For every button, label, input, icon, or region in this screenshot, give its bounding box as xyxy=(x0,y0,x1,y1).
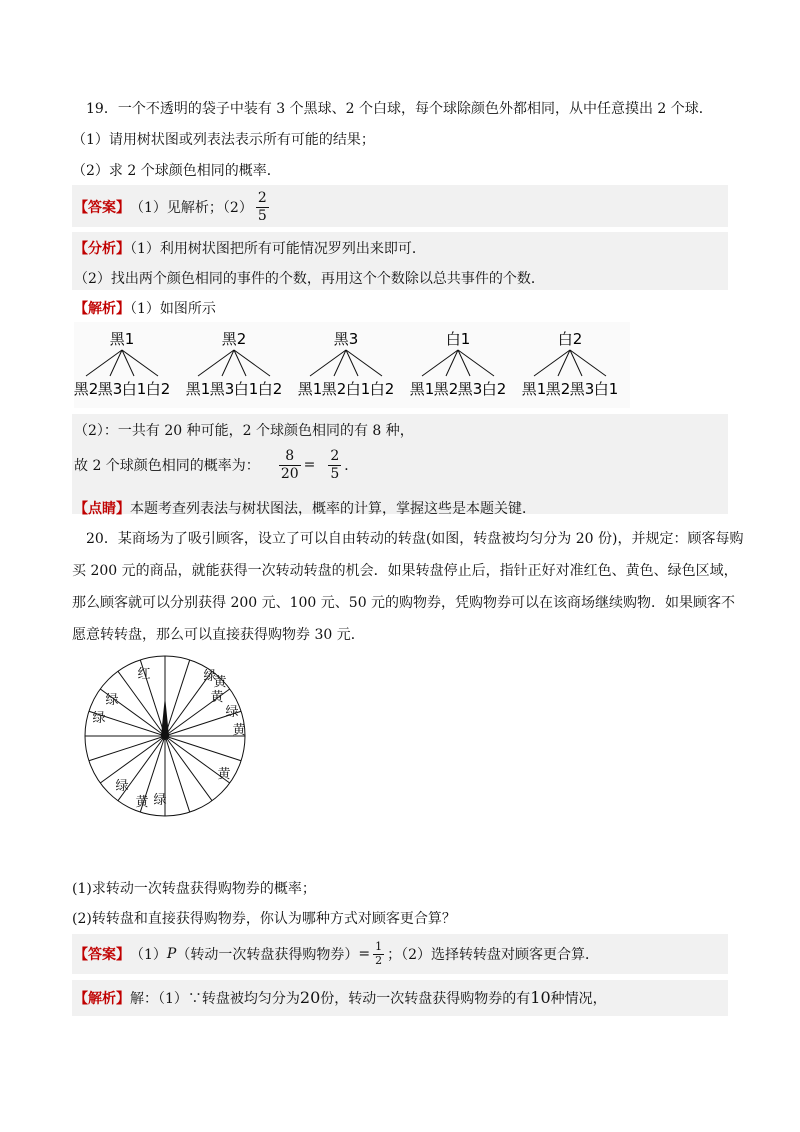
denominator: 5 xyxy=(257,207,267,224)
wheel-label: 黄 xyxy=(210,690,224,705)
tree-leaf: 黑3 xyxy=(97,380,123,398)
q20-solution-a: 解：（1）∵转盘被均匀分为 xyxy=(130,991,300,1007)
denominator: 20 xyxy=(280,465,299,482)
wheel-divider xyxy=(100,736,165,783)
wheel-divider xyxy=(165,736,212,801)
tree-2 xyxy=(186,330,283,398)
analysis-tag: 【分析】 xyxy=(74,241,130,257)
numerator: 2 xyxy=(330,448,340,465)
tree-branch xyxy=(422,350,458,376)
q19-solution-line1 xyxy=(74,298,216,318)
fraction-1-2 xyxy=(373,941,384,967)
numerator: 1 xyxy=(375,939,383,953)
answer-tag: 【答案】 xyxy=(74,947,130,963)
q20-line4: 愿意转转盘，那么可以直接获得购物券 30 元． xyxy=(72,627,365,643)
tree-leaf: 黑3 xyxy=(209,380,235,398)
q20-number-20: 20 xyxy=(299,988,321,1007)
q19-comment-text: 本题考查列表法与树状图法，概率的计算，掌握这些是本题关键． xyxy=(130,501,536,517)
q19-comment xyxy=(74,498,536,518)
tree-leaf: 白1 xyxy=(593,380,619,398)
q20-part1: (1)求转动一次转盘获得购物券的概率； xyxy=(72,881,316,897)
wheel-label: 绿 xyxy=(203,669,217,684)
tree-branch xyxy=(570,350,606,376)
tree-leaf: 黑1 xyxy=(521,380,547,398)
numerator: 8 xyxy=(285,448,295,465)
q20-line1: 20．某商场为了吸引顾客，设立了可以自由转动的转盘(如图，转盘被均匀分为 20 份)，并规定：顾客每购 xyxy=(86,531,744,547)
tree-root: 黑1 xyxy=(109,330,135,348)
wheel-label: 绿 xyxy=(92,711,106,726)
wheel-label: 绿 xyxy=(153,793,167,808)
q20-answer-a: （1） xyxy=(130,947,167,963)
tree-1 xyxy=(74,330,170,398)
tree-leaf: 黑1 xyxy=(409,380,435,398)
pointer-needle xyxy=(161,696,169,736)
q19-part2: （2）求 2 个球颜色相同的概率． xyxy=(72,163,281,179)
denominator: 5 xyxy=(330,465,340,482)
tree-leaf: 黑3 xyxy=(569,380,595,398)
wheel-hub xyxy=(161,732,169,740)
numerator: 2 xyxy=(257,190,267,207)
tree-root: 黑2 xyxy=(221,330,247,348)
q20-part2: (2)转转盘和直接获得购物券，你认为哪种方式对顾客更合算？ xyxy=(72,911,456,927)
wheel-label: 绿 xyxy=(115,779,129,794)
tree-root: 黑3 xyxy=(333,330,359,348)
q20-answer-b: （转动一次转盘获得购物券） xyxy=(176,947,359,963)
tree-leaf: 黑2 xyxy=(74,380,99,398)
tree-branch xyxy=(198,350,234,376)
fraction-8-20 xyxy=(279,448,301,481)
tree-3 xyxy=(298,330,395,398)
wheel-label: 黄 xyxy=(217,767,231,782)
wheel-label: 黄 xyxy=(213,675,227,690)
tree-branch xyxy=(534,350,570,376)
solution-tag: 【解析】 xyxy=(74,301,130,317)
wheel-divider xyxy=(165,736,190,812)
period: ． xyxy=(344,458,359,474)
wheel-label: 绿 xyxy=(105,693,119,708)
tree-leaf: 白2 xyxy=(369,380,395,398)
q20-answer-c: ；（2）选择转转盘对顾客更合算． xyxy=(387,947,599,963)
tree-branch xyxy=(310,350,346,376)
wheel-divider xyxy=(165,660,190,736)
tree-leaf: 白1 xyxy=(121,380,147,398)
spinner-wheel xyxy=(80,654,250,824)
q19-solution-line2: （2）：一共有 20 种可能，2 个球颜色相同的有 8 种， xyxy=(74,423,414,439)
tree-5 xyxy=(522,330,619,398)
tree-leaf: 黑1 xyxy=(297,380,323,398)
tree-leaf: 白2 xyxy=(481,380,507,398)
tree-branch xyxy=(346,350,382,376)
equals-sign: = xyxy=(358,946,371,962)
tree-leaf: 黑1 xyxy=(185,380,211,398)
wheel-divider xyxy=(89,736,165,761)
tree-diagram xyxy=(74,322,630,408)
fraction-2-5 xyxy=(328,448,341,481)
tree-root: 白2 xyxy=(557,330,583,348)
tree-leaf: 黑3 xyxy=(457,380,483,398)
tree-branch xyxy=(122,350,158,376)
tree-leaf: 白2 xyxy=(145,380,171,398)
q20-solution-c: 种情况， xyxy=(550,991,607,1007)
wheel-label: 黄 xyxy=(232,723,246,738)
wheel-label: 黄 xyxy=(135,795,149,810)
denominator: 2 xyxy=(375,953,383,967)
q20-answer xyxy=(74,936,599,972)
tree-leaf: 黑2 xyxy=(545,380,571,398)
q20-line2: 买 200 元的商品，就能获得一次转动转盘的机会．如果转盘停止后，指针正好对准红色、黄色、绿色区域， xyxy=(72,563,738,579)
tree-leaf: 白1 xyxy=(345,380,371,398)
tree-leaf: 白2 xyxy=(257,380,283,398)
q20-number-10: 10 xyxy=(530,988,551,1007)
tree-diagram-panel xyxy=(74,322,630,408)
q20-solution-b: 份，转动一次转盘获得购物券的有 xyxy=(320,991,531,1007)
tree-leaf: 白1 xyxy=(233,380,259,398)
tree-root: 白1 xyxy=(445,330,471,348)
tree-branch xyxy=(234,350,270,376)
q19-answer-fraction xyxy=(256,190,269,223)
q19-answer-text: （1）见解析；（2） xyxy=(130,200,253,216)
tree-leaf: 黑2 xyxy=(433,380,459,398)
tree-leaf: 黑2 xyxy=(321,380,347,398)
q19-solution-line3 xyxy=(74,446,358,484)
wheel-label: 绿 xyxy=(225,705,239,720)
tree-branch xyxy=(86,350,122,376)
q19-part1: （1）请用树状图或列表法表示所有可能的结果； xyxy=(72,132,375,148)
wheel-label: 红 xyxy=(137,667,151,682)
q19-stem: 19．一个不透明的袋子中装有 3 个黑球、2 个白球，每个球除颜色外都相同，从中任意摸出 2 个球． xyxy=(86,101,713,117)
q19-analysis-text1: （1）利用树状图把所有可能情况罗列出来即可． xyxy=(130,241,426,257)
probability-symbol: P xyxy=(166,946,177,962)
spinner-figure xyxy=(80,654,250,828)
q20-solution xyxy=(74,988,607,1008)
q19-solution-text1: （1）如图所示 xyxy=(130,301,216,317)
q19-solution-prefix: 故 2 个球颜色相同的概率为： xyxy=(74,458,260,474)
comment-tag: 【点睛】 xyxy=(74,501,130,517)
answer-tag: 【答案】 xyxy=(74,200,130,216)
wheel-divider xyxy=(165,736,241,761)
q19-analysis-line1 xyxy=(74,238,426,258)
q19-analysis-line2: （2）找出两个颜色相同的事件的个数，再用这个个数除以总共事件的个数． xyxy=(74,271,545,287)
q19-answer xyxy=(74,188,272,226)
equals-sign: = xyxy=(303,457,316,473)
tree-branch xyxy=(458,350,494,376)
solution-tag: 【解析】 xyxy=(74,991,130,1007)
tree-4 xyxy=(410,330,507,398)
q20-line3: 那么顾客就可以分别获得 200 元、100 元、50 元的购物券，凭购物券可以在该商场继续购物．如果顾客不 xyxy=(72,595,736,611)
